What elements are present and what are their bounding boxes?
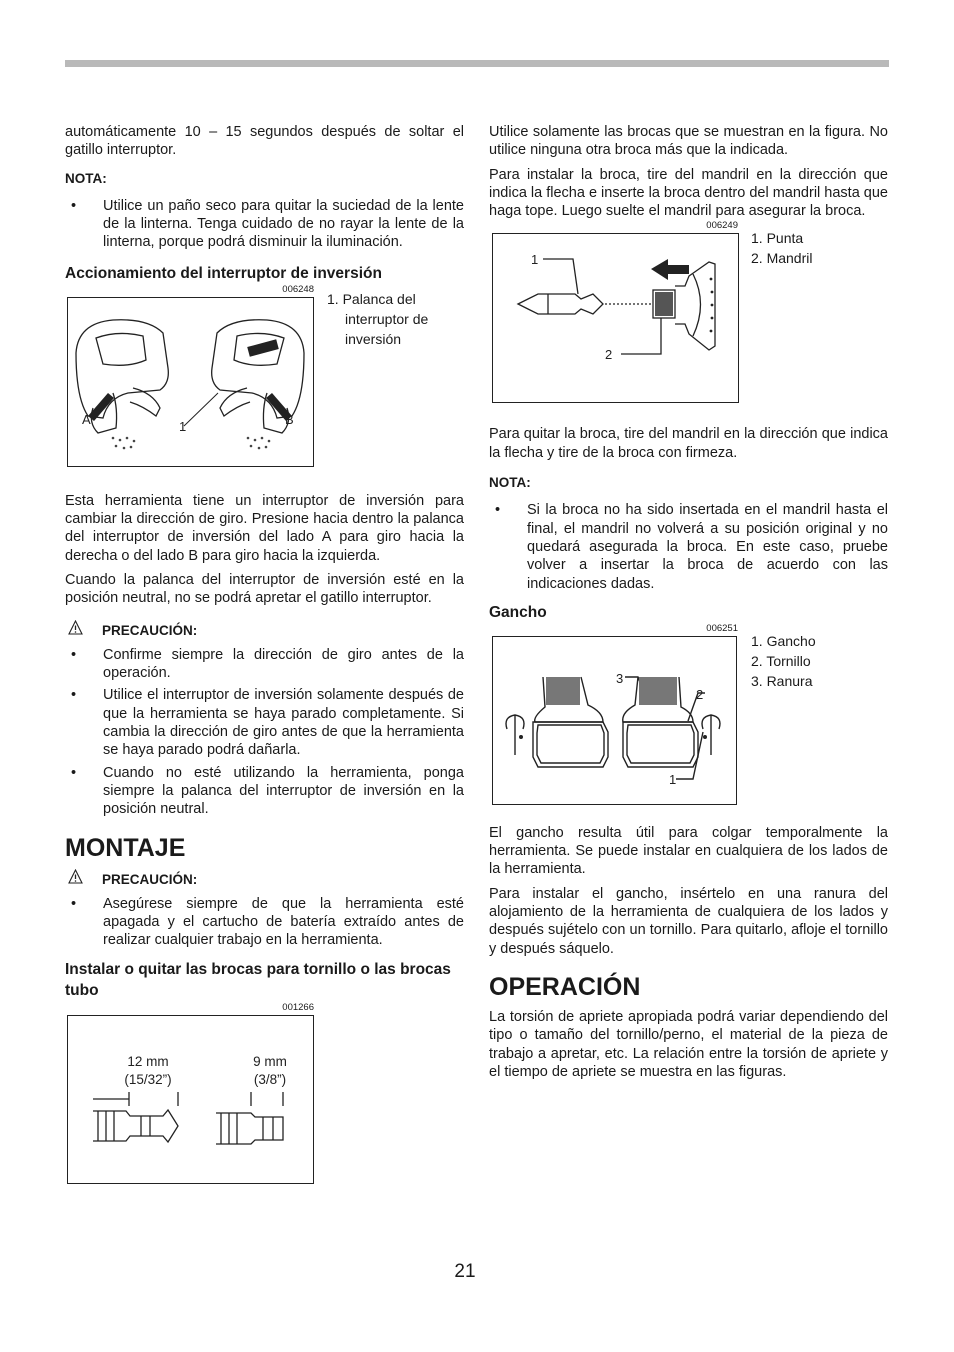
figure-code: 006251 [706,622,738,634]
hook-paragraph-2: Para instalar el gancho, insértelo en una ranura del alojamiento de la herramienta de cualquiera de los lados y después sujételo con un tornillo. Para quitarlo, afloje el tornillo y después sáquelo. [489,885,888,957]
figure-hook [489,623,888,809]
montaje-heading: MONTAJE [65,833,186,862]
precaution-bullet: • Asegúrese siempre de que la herramienta esté apagada y el cartucho de batería extraído antes de realizar cualquier trabajo en la herramienta. [71,895,464,949]
warning-icon [68,869,83,884]
legend-item-1: 1. Gancho [751,632,816,649]
legend-item-2: 2. Tornillo [751,652,811,669]
label-2: 2 [696,686,704,702]
legend-item-3: 3. Ranura [751,672,813,689]
label-a: A [82,411,91,427]
precaution-bullet: • Utilice el interruptor de inversión solamente después de que la herramienta se haya parado completamente. Si cambia la dirección de giro antes de que la herramienta se haya parado podrá dañarla. [71,687,464,759]
operacion-heading: OPERACIÓN [489,972,641,1001]
page-number: 21 [454,1261,476,1282]
legend-item-2: 2. Mandril [751,250,813,267]
nota-bullet: • Utilice un paño seco para quitar la suciedad de la lente de la linterna. Tenga cuidado de no rayar la lente de la linterna, porque podrá disminuir la iluminación. [71,197,464,251]
left-column [65,123,464,1186]
precaution-label: PRECAUCIÓN: [65,622,464,640]
hook-illustration [493,637,735,803]
precaution-bullet: • Cuando no esté utilizando la herramienta, ponga siempre la palanca del interruptor de inversión en la posición neutral. [71,764,464,818]
hook-heading: Gancho [489,603,547,621]
label-1: 1 [669,771,677,787]
header-rule [65,60,889,67]
label-b: B [285,411,294,427]
figure-box [67,1015,314,1184]
chuck-illustration [493,234,737,401]
dim-12mm-inch: (15/32”) [124,1071,172,1087]
precaution-label: PRECAUCIÓN: [65,871,464,889]
operacion-paragraph: La torsión de apriete apropiada podrá variar dependiendo del tipo o tamaño del tornillo/perno, el material de la pieza de trabajo a apretar, etc. La relación entre la torsión de apriete y el tiempo de apriete se muestra en las figuras. [489,1008,888,1080]
figure-code: 006248 [282,283,314,295]
figure-bits [65,1001,464,1186]
remove-bit-paragraph: Para quitar la broca, tire del mandril en la dirección que indica la flecha y tire de la broca con firmeza. [489,426,888,461]
figure-box [492,233,739,403]
hook-paragraph-1: El gancho resulta útil para colgar temporalmente la herramienta. Se puede instalar en cualquiera de los lados de la herramienta. [489,824,888,878]
reverse-paragraph-1: Esta herramienta tiene un interruptor de inversión para cambiar la dirección de giro. Presione hacia dentro la palanca del interruptor de inversión del lado A para giro hacia la derecha o del lado B para giro hacia la izquierda. [65,492,464,564]
dim-12mm: 12 mm [127,1053,169,1069]
bits-paragraph-1: Utilice solamente las brocas que se muestran en la figura. No utilice ninguna otra broca más que la indicada. [489,124,888,159]
label-1: 1 [531,252,539,268]
figure-code: 006249 [706,220,738,232]
nota-bullet: • Si la broca no ha sido insertada en el mandril hasta el final, el mandril no volverá a su posición original y no quedará asegurada la broca. En este caso, pruebe volver a insertar la broca de acuerdo con las indicaciones dadas. [495,502,888,592]
intro-paragraph: automáticamente 10 – 15 segundos después de soltar el gatillo interruptor. [65,124,464,159]
label-1: 1 [179,418,187,434]
bits-heading: Instalar o quitar las brocas para tornillo o las brocas tubo [65,960,451,999]
figure-legend [751,228,812,268]
figure-reverse-switch [65,284,464,474]
bits-paragraph-2: Para instalar la broca, tire del mandril en la dirección que indica la flecha e inserte la broca dentro del mandril hasta que haga tope. Luego suelte el mandril para asegurar la broca. [489,166,888,220]
right-column [489,123,888,1081]
figure-box [67,297,314,467]
figure-legend [751,631,816,691]
nota-label: NOTA: [65,170,107,186]
warning-icon [68,620,83,635]
label-2: 2 [605,347,613,363]
reverse-paragraph-2: Cuando la palanca del interruptor de inversión esté en la posición neutral, no se podrá apretar el gatillo interruptor. [65,571,464,607]
figure-chuck [489,220,888,412]
dim-9mm: 9 mm [253,1053,287,1069]
figure-legend: 1. Palanca del interruptor de inversión [327,290,429,347]
figure-code: 001266 [282,1001,314,1013]
reverse-switch-illustration [68,298,312,465]
nota-label: NOTA: [489,475,531,491]
precaution-bullet: • Confirme siempre la dirección de giro antes de la operación. [71,646,464,682]
reverse-heading: Accionamiento del interruptor de inversión [65,264,382,282]
legend-item-1: 1. Palanca del [327,290,416,307]
label-3: 3 [616,670,624,686]
legend-item-1: 1. Punta [751,230,804,247]
bits-illustration [68,1016,312,1182]
figure-box [492,636,737,805]
dim-9mm-inch: (3/8”) [253,1071,287,1087]
